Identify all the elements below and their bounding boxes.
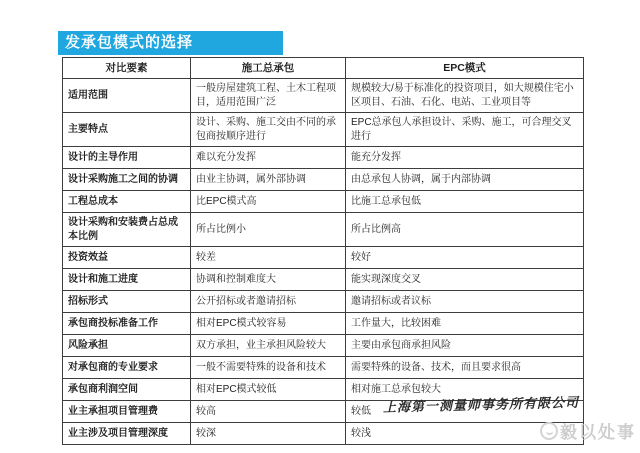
- cell-general-contracting: 较差: [191, 247, 346, 269]
- cell-general-contracting: 相对EPC模式较低: [191, 379, 346, 401]
- cell-epc-mode: 需要特殊的设备、技术，而且要求很高: [346, 357, 584, 379]
- signature-watermark: 上海第一测量师事务所有限公司: [382, 395, 580, 416]
- table-header-row: [63, 58, 584, 79]
- cell-compare-factor: 业主涉及项目管理深度: [63, 423, 191, 445]
- cell-compare-factor: 投资效益: [63, 247, 191, 269]
- cell-general-contracting: 难以充分发挥: [191, 147, 346, 169]
- header-epc-mode: EPC模式: [346, 58, 584, 79]
- cell-epc-mode: 较好: [346, 247, 584, 269]
- cell-compare-factor: 业主承担项目管理费: [63, 401, 191, 423]
- table-row: [63, 169, 584, 191]
- table-row: [63, 79, 584, 113]
- table-row: [63, 401, 584, 423]
- table-row: [63, 113, 584, 147]
- cell-epc-mode: 能实现深度交叉: [346, 269, 584, 291]
- cell-epc-mode: 工作量大，比较困难: [346, 313, 584, 335]
- table-body: [63, 79, 584, 445]
- table-row: [63, 379, 584, 401]
- table-row: [63, 313, 584, 335]
- table-row: [63, 357, 584, 379]
- table-row: [63, 423, 584, 445]
- watermark-text: 毅以处事: [560, 423, 636, 442]
- cell-epc-mode: 较低: [346, 401, 584, 423]
- cell-compare-factor: 承包商投标准备工作: [63, 313, 191, 335]
- header-general-contracting: 施工总承包: [191, 58, 346, 79]
- table-row: [63, 147, 584, 169]
- cell-general-contracting: 所占比例小: [191, 213, 346, 247]
- table-row: [63, 213, 584, 247]
- cell-compare-factor: 招标形式: [63, 291, 191, 313]
- cell-general-contracting: 公开招标或者邀请招标: [191, 291, 346, 313]
- cell-general-contracting: 双方承担，业主承担风险较大: [191, 335, 346, 357]
- cell-compare-factor: 对承包商的专业要求: [63, 357, 191, 379]
- cell-epc-mode: 规模较大/易于标准化的投资项目，如大规模住宅小区项目、石油、石化、电站、工业项目等: [346, 79, 584, 113]
- cell-compare-factor: 设计和施工进度: [63, 269, 191, 291]
- cell-epc-mode: 较浅: [346, 423, 584, 445]
- cell-compare-factor: 设计采购和安装费占总成本比例: [63, 213, 191, 247]
- cell-general-contracting: 一般不需要特殊的设备和技术: [191, 357, 346, 379]
- cell-epc-mode: 相对施工总承包较大: [346, 379, 584, 401]
- cell-general-contracting: 一般房屋建筑工程、土木工程项目，适用范围广泛: [191, 79, 346, 113]
- cell-compare-factor: 设计的主导作用: [63, 147, 191, 169]
- table-row: [63, 269, 584, 291]
- cell-epc-mode: 所占比例高: [346, 213, 584, 247]
- cell-epc-mode: 能充分发挥: [346, 147, 584, 169]
- cell-epc-mode: 邀请招标或者议标: [346, 291, 584, 313]
- table-row: [63, 247, 584, 269]
- table-row: [63, 191, 584, 213]
- cell-epc-mode: 主要由承包商承担风险: [346, 335, 584, 357]
- cell-general-contracting: 比EPC模式高: [191, 191, 346, 213]
- cell-epc-mode: 比施工总承包低: [346, 191, 584, 213]
- cell-general-contracting: 设计、采购、施工交由不同的承包商按顺序进行: [191, 113, 346, 147]
- cell-compare-factor: 适用范围: [63, 79, 191, 113]
- table-row: [63, 335, 584, 357]
- comparison-table: [62, 57, 584, 445]
- cell-compare-factor: 设计采购施工之间的协调: [63, 169, 191, 191]
- cell-general-contracting: 较深: [191, 423, 346, 445]
- cell-compare-factor: 承包商利润空间: [63, 379, 191, 401]
- cell-general-contracting: 较高: [191, 401, 346, 423]
- cell-compare-factor: 工程总成本: [63, 191, 191, 213]
- header-compare-factor: 对比要素: [63, 58, 191, 79]
- table-row: [63, 291, 584, 313]
- cell-epc-mode: EPC总承包人承担设计、采购、施工，可合理交叉进行: [346, 113, 584, 147]
- page-title: 发承包模式的选择: [58, 31, 283, 55]
- cell-compare-factor: 风险承担: [63, 335, 191, 357]
- cell-general-contracting: 协调和控制难度大: [191, 269, 346, 291]
- cell-general-contracting: 由业主协调，属外部协调: [191, 169, 346, 191]
- cell-general-contracting: 相对EPC模式较容易: [191, 313, 346, 335]
- cell-epc-mode: 由总承包人协调，属于内部协调: [346, 169, 584, 191]
- cell-compare-factor: 主要特点: [63, 113, 191, 147]
